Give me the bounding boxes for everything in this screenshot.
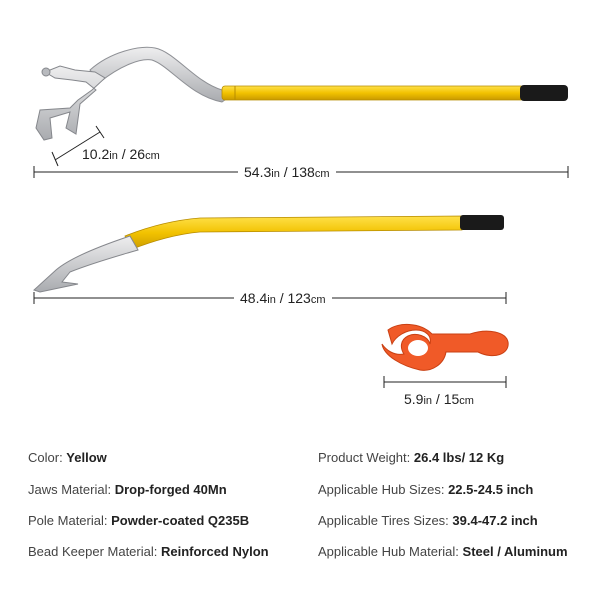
spec-product-weight: Product Weight: 26.4 lbs/ 12 Kg bbox=[318, 450, 505, 465]
spec-bead-keeper-material: Bead Keeper Material: Reinforced Nylon bbox=[28, 544, 269, 559]
tool2-black-grip bbox=[460, 215, 504, 230]
tool1-jaw-head bbox=[36, 66, 105, 140]
tool1-black-grip bbox=[520, 85, 568, 101]
jaw-dimension-label: 10.2in / 26cm bbox=[82, 146, 160, 162]
bead-keeper-body bbox=[382, 324, 508, 370]
bead-keeper-length-label: 5.9in / 15cm bbox=[404, 391, 474, 407]
tool2-metal-hook bbox=[34, 236, 138, 292]
spec-jaws-material: Jaws Material: Drop-forged 40Mn bbox=[28, 482, 227, 497]
spec-pole-material: Pole Material: Powder-coated Q235B bbox=[28, 513, 250, 528]
spec-color: Color: Yellow bbox=[28, 450, 107, 465]
tool1-length-label: 54.3in / 138cm bbox=[238, 164, 336, 182]
bead-keeper bbox=[382, 324, 508, 370]
tire-demount-tool-small bbox=[34, 215, 504, 292]
tire-demount-tool-large bbox=[36, 47, 568, 140]
tool2-length-label: 48.4in / 123cm bbox=[234, 290, 332, 308]
tool1-yellow-pole bbox=[222, 86, 524, 100]
bead-keeper-dimension-line bbox=[384, 376, 506, 388]
tool2-yellow-pole bbox=[125, 216, 462, 250]
spec-hub-material: Applicable Hub Material: Steel / Aluminum bbox=[318, 544, 568, 559]
spec-tire-sizes: Applicable Tires Sizes: 39.4-47.2 inch bbox=[318, 513, 538, 528]
spec-hub-sizes: Applicable Hub Sizes: 22.5-24.5 inch bbox=[318, 482, 534, 497]
tool1-metal-bend bbox=[90, 47, 232, 102]
